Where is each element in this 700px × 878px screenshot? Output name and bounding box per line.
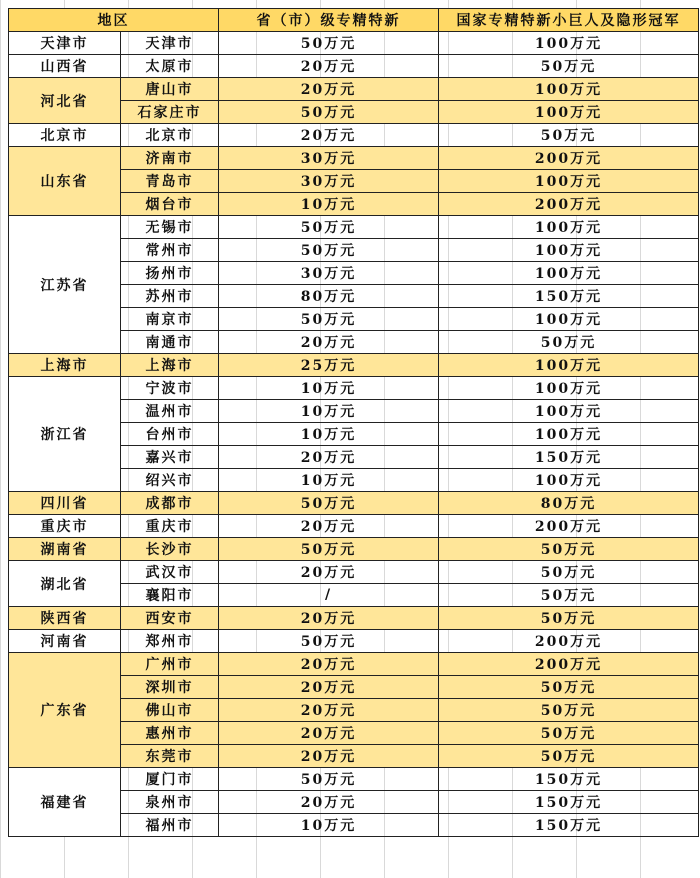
national-amount-cell[interactable]: 100万元 <box>439 78 699 101</box>
national-amount-cell[interactable]: 100万元 <box>439 170 699 193</box>
province-cell[interactable]: 湖南省 <box>9 538 121 561</box>
provincial-amount-cell[interactable]: 20万元 <box>219 653 439 676</box>
subsidy-table <box>8 8 699 837</box>
city-cell[interactable]: 厦门市 <box>121 768 219 791</box>
provincial-amount-cell[interactable]: 20万元 <box>219 561 439 584</box>
provincial-amount-cell[interactable]: 10万元 <box>219 814 439 837</box>
provincial-amount-cell[interactable]: 20万元 <box>219 55 439 78</box>
city-cell[interactable]: 佛山市 <box>121 699 219 722</box>
city-cell[interactable]: 东莞市 <box>121 745 219 768</box>
national-amount-cell[interactable]: 150万元 <box>439 814 699 837</box>
provincial-amount-cell[interactable]: 20万元 <box>219 699 439 722</box>
national-amount-cell[interactable]: 50万元 <box>439 538 699 561</box>
city-cell[interactable]: 泉州市 <box>121 791 219 814</box>
national-amount-cell[interactable]: 150万元 <box>439 768 699 791</box>
provincial-amount-cell[interactable]: 50万元 <box>219 101 439 124</box>
national-amount-cell[interactable]: 100万元 <box>439 469 699 492</box>
national-amount-cell[interactable]: 50万元 <box>439 607 699 630</box>
provincial-amount-cell[interactable]: 20万元 <box>219 446 439 469</box>
province-cell[interactable]: 上海市 <box>9 354 121 377</box>
city-cell[interactable]: 襄阳市 <box>121 584 219 607</box>
province-cell[interactable]: 山西省 <box>9 55 121 78</box>
city-cell[interactable]: 石家庄市 <box>121 101 219 124</box>
national-amount-cell[interactable]: 100万元 <box>439 32 699 55</box>
city-cell[interactable]: 郑州市 <box>121 630 219 653</box>
province-cell[interactable]: 河北省 <box>9 78 121 124</box>
table-row <box>9 32 699 55</box>
city-cell[interactable]: 青岛市 <box>121 170 219 193</box>
national-amount-cell[interactable]: 150万元 <box>439 791 699 814</box>
province-cell[interactable]: 福建省 <box>9 768 121 837</box>
city-cell[interactable]: 广州市 <box>121 653 219 676</box>
city-cell[interactable]: 济南市 <box>121 147 219 170</box>
header-region[interactable]: 地区 <box>9 9 219 32</box>
city-cell[interactable]: 北京市 <box>121 124 219 147</box>
provincial-amount-cell[interactable]: / <box>219 584 439 607</box>
provincial-amount-cell[interactable]: 50万元 <box>219 216 439 239</box>
provincial-amount-cell[interactable]: 50万元 <box>219 630 439 653</box>
province-cell[interactable]: 天津市 <box>9 32 121 55</box>
province-cell[interactable]: 河南省 <box>9 630 121 653</box>
provincial-amount-cell[interactable]: 80万元 <box>219 285 439 308</box>
national-amount-cell[interactable]: 50万元 <box>439 124 699 147</box>
city-cell[interactable]: 无锡市 <box>121 216 219 239</box>
city-cell[interactable]: 成都市 <box>121 492 219 515</box>
city-cell[interactable]: 扬州市 <box>121 262 219 285</box>
provincial-amount-cell[interactable]: 20万元 <box>219 331 439 354</box>
national-amount-cell[interactable]: 100万元 <box>439 354 699 377</box>
province-cell[interactable]: 北京市 <box>9 124 121 147</box>
table-row <box>9 492 699 515</box>
provincial-amount-cell[interactable]: 20万元 <box>219 78 439 101</box>
table-row <box>9 561 699 584</box>
table-row <box>9 354 699 377</box>
city-cell[interactable]: 宁波市 <box>121 377 219 400</box>
provincial-amount-cell[interactable]: 20万元 <box>219 722 439 745</box>
provincial-amount-cell[interactable]: 30万元 <box>219 170 439 193</box>
table-row <box>9 607 699 630</box>
national-amount-cell[interactable]: 200万元 <box>439 630 699 653</box>
city-cell[interactable]: 重庆市 <box>121 515 219 538</box>
national-amount-cell[interactable]: 200万元 <box>439 193 699 216</box>
national-amount-cell[interactable]: 100万元 <box>439 400 699 423</box>
city-cell[interactable]: 常州市 <box>121 239 219 262</box>
provincial-amount-cell[interactable]: 50万元 <box>219 538 439 561</box>
table-row <box>9 78 699 101</box>
province-cell[interactable]: 山东省 <box>9 147 121 216</box>
national-amount-cell[interactable]: 100万元 <box>439 239 699 262</box>
city-cell[interactable]: 南京市 <box>121 308 219 331</box>
national-amount-cell[interactable]: 150万元 <box>439 446 699 469</box>
city-cell[interactable]: 太原市 <box>121 55 219 78</box>
table-row <box>9 55 699 78</box>
table-body <box>9 32 699 837</box>
city-cell[interactable]: 绍兴市 <box>121 469 219 492</box>
provincial-amount-cell[interactable]: 20万元 <box>219 676 439 699</box>
table-row <box>9 630 699 653</box>
city-cell[interactable]: 福州市 <box>121 814 219 837</box>
table-row <box>9 515 699 538</box>
province-cell[interactable]: 浙江省 <box>9 377 121 492</box>
provincial-amount-cell[interactable]: 10万元 <box>219 377 439 400</box>
national-amount-cell[interactable]: 100万元 <box>439 308 699 331</box>
provincial-amount-cell[interactable]: 30万元 <box>219 262 439 285</box>
header-provincial[interactable]: 省（市）级专精特新 <box>219 9 439 32</box>
city-cell[interactable]: 天津市 <box>121 32 219 55</box>
city-cell[interactable]: 上海市 <box>121 354 219 377</box>
province-cell[interactable]: 重庆市 <box>9 515 121 538</box>
city-cell[interactable]: 西安市 <box>121 607 219 630</box>
national-amount-cell[interactable]: 100万元 <box>439 423 699 446</box>
national-amount-cell[interactable]: 80万元 <box>439 492 699 515</box>
provincial-amount-cell[interactable]: 50万元 <box>219 239 439 262</box>
city-cell[interactable]: 嘉兴市 <box>121 446 219 469</box>
national-amount-cell[interactable]: 100万元 <box>439 262 699 285</box>
national-amount-cell[interactable]: 200万元 <box>439 147 699 170</box>
national-amount-cell[interactable]: 50万元 <box>439 699 699 722</box>
national-amount-cell[interactable]: 50万元 <box>439 561 699 584</box>
provincial-amount-cell[interactable]: 20万元 <box>219 791 439 814</box>
national-amount-cell[interactable]: 50万元 <box>439 722 699 745</box>
provincial-amount-cell[interactable]: 25万元 <box>219 354 439 377</box>
national-amount-cell[interactable]: 150万元 <box>439 285 699 308</box>
city-cell[interactable]: 台州市 <box>121 423 219 446</box>
provincial-amount-cell[interactable]: 50万元 <box>219 492 439 515</box>
national-amount-cell[interactable]: 200万元 <box>439 515 699 538</box>
table-row <box>9 377 699 400</box>
city-cell[interactable]: 唐山市 <box>121 78 219 101</box>
provincial-amount-cell[interactable]: 30万元 <box>219 147 439 170</box>
city-cell[interactable]: 长沙市 <box>121 538 219 561</box>
table-row <box>9 147 699 170</box>
national-amount-cell[interactable]: 100万元 <box>439 216 699 239</box>
provincial-amount-cell[interactable]: 20万元 <box>219 515 439 538</box>
national-amount-cell[interactable]: 200万元 <box>439 653 699 676</box>
national-amount-cell[interactable]: 100万元 <box>439 377 699 400</box>
city-cell[interactable]: 烟台市 <box>121 193 219 216</box>
city-cell[interactable]: 武汉市 <box>121 561 219 584</box>
table-row <box>9 768 699 791</box>
province-cell[interactable]: 江苏省 <box>9 216 121 354</box>
province-cell[interactable]: 广东省 <box>9 653 121 768</box>
table-row <box>9 124 699 147</box>
city-cell[interactable]: 苏州市 <box>121 285 219 308</box>
provincial-amount-cell[interactable]: 10万元 <box>219 193 439 216</box>
provincial-amount-cell[interactable]: 50万元 <box>219 32 439 55</box>
city-cell[interactable]: 温州市 <box>121 400 219 423</box>
provincial-amount-cell[interactable]: 20万元 <box>219 745 439 768</box>
provincial-amount-cell[interactable]: 10万元 <box>219 400 439 423</box>
national-amount-cell[interactable]: 100万元 <box>439 101 699 124</box>
provincial-amount-cell[interactable]: 50万元 <box>219 768 439 791</box>
city-cell[interactable]: 深圳市 <box>121 676 219 699</box>
national-amount-cell[interactable]: 50万元 <box>439 331 699 354</box>
national-amount-cell[interactable]: 50万元 <box>439 745 699 768</box>
province-cell[interactable]: 湖北省 <box>9 561 121 607</box>
national-amount-cell[interactable]: 50万元 <box>439 55 699 78</box>
national-amount-cell[interactable]: 50万元 <box>439 584 699 607</box>
header-row <box>9 9 699 32</box>
header-national[interactable]: 国家专精特新小巨人及隐形冠军 <box>439 9 699 32</box>
provincial-amount-cell[interactable]: 10万元 <box>219 469 439 492</box>
province-cell[interactable]: 陕西省 <box>9 607 121 630</box>
table-row <box>9 538 699 561</box>
provincial-amount-cell[interactable]: 20万元 <box>219 607 439 630</box>
provincial-amount-cell[interactable]: 50万元 <box>219 308 439 331</box>
city-cell[interactable]: 南通市 <box>121 331 219 354</box>
table-row <box>9 216 699 239</box>
provincial-amount-cell[interactable]: 10万元 <box>219 423 439 446</box>
provincial-amount-cell[interactable]: 20万元 <box>219 124 439 147</box>
city-cell[interactable]: 惠州市 <box>121 722 219 745</box>
table-row <box>9 653 699 676</box>
national-amount-cell[interactable]: 50万元 <box>439 676 699 699</box>
province-cell[interactable]: 四川省 <box>9 492 121 515</box>
